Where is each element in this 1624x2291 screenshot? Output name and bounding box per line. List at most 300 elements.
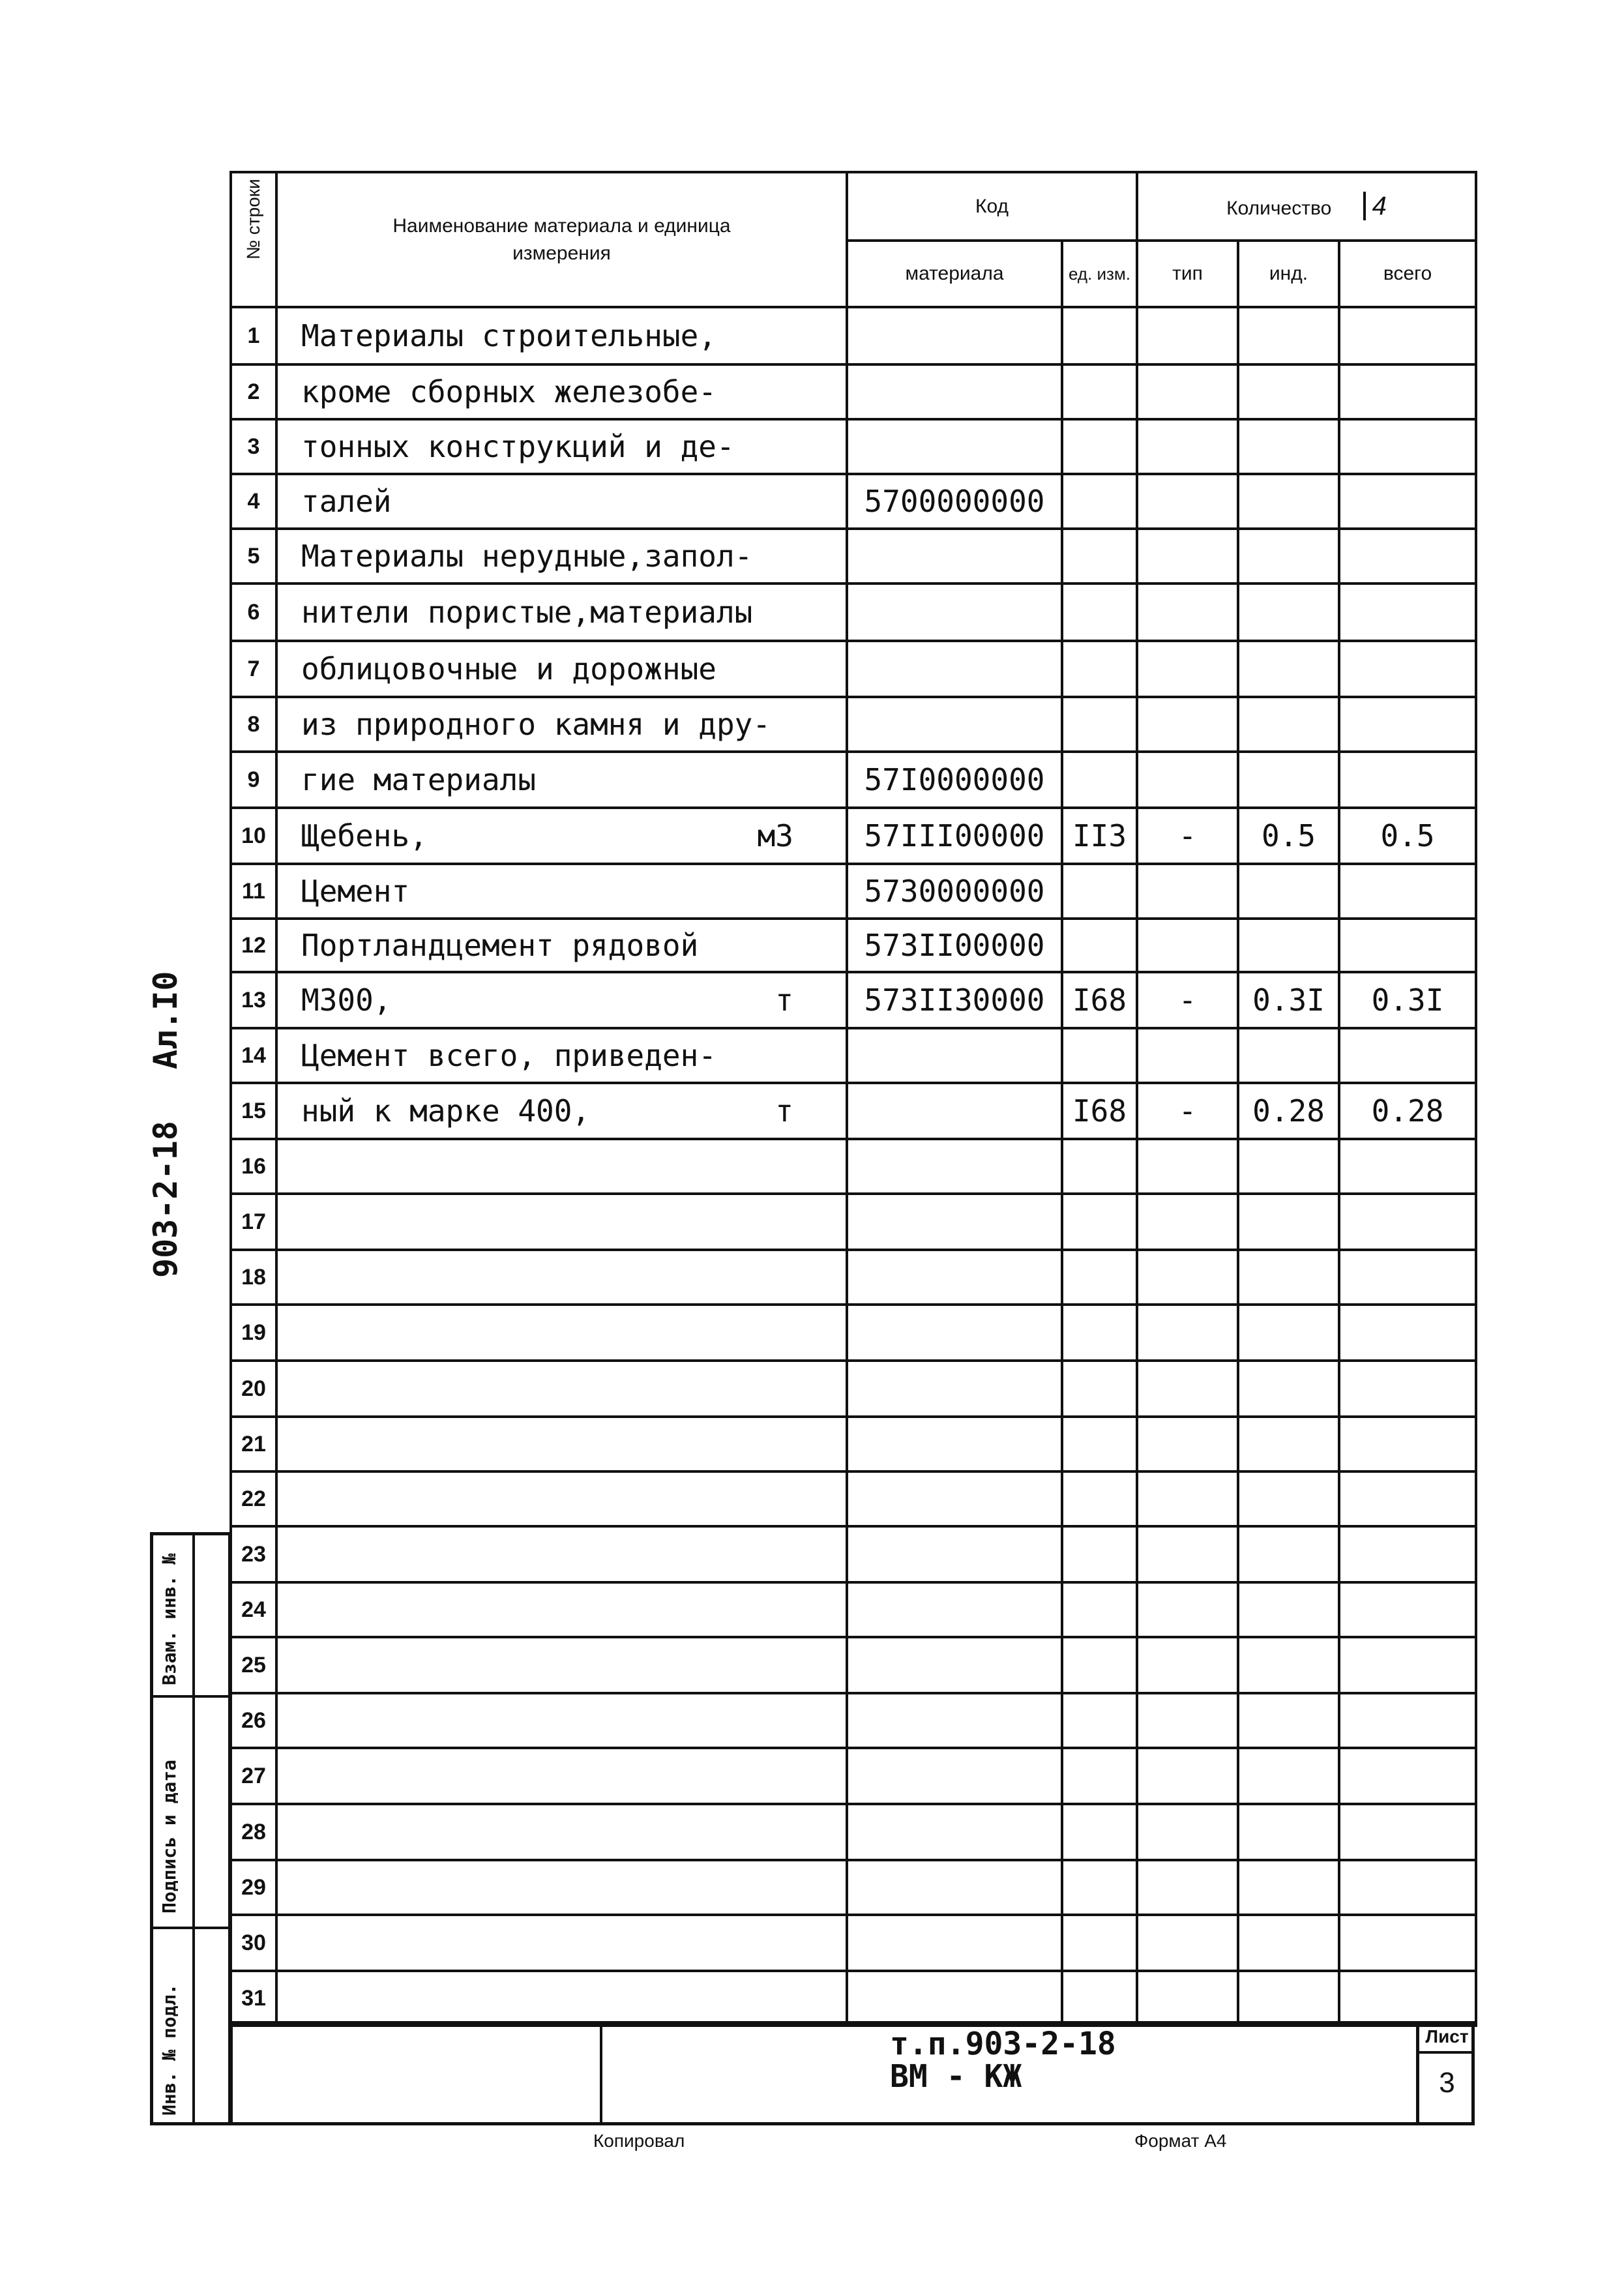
qty-type — [1137, 584, 1238, 641]
unit-code — [1062, 1139, 1137, 1194]
material-name — [276, 1305, 847, 1361]
material-code — [847, 697, 1062, 752]
unit-code — [1062, 1250, 1137, 1305]
table-row — [231, 1971, 1476, 2026]
table-row — [231, 1194, 1476, 1250]
row-number-text: 10 — [241, 823, 266, 848]
qty-type — [1137, 641, 1238, 697]
material-name — [276, 1971, 847, 2026]
qty-ind — [1238, 919, 1339, 972]
table-row — [231, 307, 1476, 364]
qty-total — [1339, 364, 1476, 419]
material-code — [847, 419, 1062, 474]
material-name — [276, 1860, 847, 1915]
material-code — [847, 1693, 1062, 1748]
material-code-text: 57I0000000 — [864, 762, 1045, 797]
header-qty-total: всего — [1339, 241, 1476, 307]
row-number — [231, 1526, 276, 1582]
row-number-text: 27 — [241, 1763, 266, 1788]
row-number — [231, 1139, 276, 1194]
qty-ind — [1238, 972, 1339, 1028]
row-number — [231, 697, 276, 752]
row-number-text: 26 — [241, 1707, 266, 1733]
qty-ind — [1238, 1361, 1339, 1417]
qty-ind-text: 0.5 — [1261, 818, 1316, 853]
material-code — [847, 1526, 1062, 1582]
material-name — [276, 919, 847, 972]
material-name — [276, 972, 847, 1028]
qty-type — [1137, 1028, 1238, 1083]
material-name-text: ный к марке 400, — [301, 1093, 591, 1129]
table-row — [231, 1915, 1476, 1971]
material-code — [847, 752, 1062, 808]
material-code — [847, 1915, 1062, 1971]
table-row — [231, 697, 1476, 752]
sign-date-label: Подпись и дата — [158, 1759, 180, 1914]
inv-replace-label: Взам. инв. № — [158, 1553, 180, 1685]
unit-code — [1062, 1804, 1137, 1860]
unit-code — [1062, 1526, 1137, 1582]
qty-ind — [1238, 1194, 1339, 1250]
qty-type-text: - — [1178, 818, 1197, 853]
qty-type — [1137, 1417, 1238, 1471]
row-number — [231, 972, 276, 1028]
material-name — [276, 1139, 847, 1194]
row-number-text: 24 — [241, 1597, 266, 1622]
unit-code — [1062, 641, 1137, 697]
row-number — [231, 752, 276, 808]
material-name — [276, 864, 847, 919]
qty-ind — [1238, 697, 1339, 752]
table-row — [231, 419, 1476, 474]
row-number-text: 31 — [241, 1985, 266, 2011]
material-name — [276, 1417, 847, 1471]
table-row — [231, 1693, 1476, 1748]
qty-total — [1339, 1526, 1476, 1582]
qty-ind — [1238, 364, 1339, 419]
unit-code — [1062, 808, 1137, 864]
table-row — [231, 584, 1476, 641]
unit-code — [1062, 1194, 1137, 1250]
qty-total-text: 0.5 — [1380, 818, 1435, 853]
qty-total — [1339, 529, 1476, 584]
row-number — [231, 1305, 276, 1361]
unit-code — [1062, 584, 1137, 641]
row-number — [231, 1971, 276, 2026]
qty-ind — [1238, 529, 1339, 584]
material-code — [847, 1417, 1062, 1471]
header-qty-type: тип — [1137, 241, 1238, 307]
footer-copied: Копировал — [593, 2131, 685, 2151]
page-mark: 4 — [1363, 192, 1387, 220]
qty-total — [1339, 641, 1476, 697]
material-code — [847, 1194, 1062, 1250]
qty-ind — [1238, 1804, 1339, 1860]
material-name-text: Материалы нерудные,запол- — [301, 539, 753, 574]
table-row — [231, 1860, 1476, 1915]
material-code — [847, 1361, 1062, 1417]
project-code-label: 903-2-18 — [147, 1121, 185, 1278]
qty-ind-text: 0.28 — [1252, 1093, 1325, 1129]
row-number-text: 5 — [247, 543, 260, 569]
table-row — [231, 808, 1476, 864]
material-code — [847, 584, 1062, 641]
material-name — [276, 419, 847, 474]
qty-type — [1137, 1971, 1238, 2026]
qty-total — [1339, 419, 1476, 474]
material-code — [847, 1860, 1062, 1915]
row-number-text: 28 — [241, 1819, 266, 1844]
table-row — [231, 1471, 1476, 1526]
unit-code — [1062, 697, 1137, 752]
table-row — [231, 1028, 1476, 1083]
row-number-text: 4 — [247, 488, 260, 514]
qty-total — [1339, 1028, 1476, 1083]
qty-type — [1137, 1693, 1238, 1748]
measure-unit: м3 — [757, 818, 793, 853]
material-name-text: тонных конструкций и де- — [301, 429, 735, 464]
material-name — [276, 808, 847, 864]
qty-total — [1339, 1083, 1476, 1139]
row-number — [231, 1471, 276, 1526]
row-number-text: 13 — [241, 987, 266, 1012]
material-name — [276, 529, 847, 584]
measure-unit: т — [775, 983, 793, 1018]
row-number-text: 6 — [247, 599, 260, 625]
material-name-text: из природного камня и дру- — [301, 707, 771, 742]
row-number — [231, 1582, 276, 1637]
table-row — [231, 1748, 1476, 1804]
table-row — [231, 1305, 1476, 1361]
row-number — [231, 1417, 276, 1471]
header-code-unit: ед. изм. — [1062, 241, 1137, 307]
row-number-text: 8 — [247, 711, 260, 737]
material-code — [847, 864, 1062, 919]
material-code — [847, 1139, 1062, 1194]
footer-format: Формат А4 — [1134, 2131, 1227, 2151]
unit-code — [1062, 1028, 1137, 1083]
header-rownum-text: № строки — [243, 178, 263, 259]
header-qty-ind: инд. — [1238, 241, 1339, 307]
unit-code — [1062, 1361, 1137, 1417]
material-code — [847, 529, 1062, 584]
qty-ind — [1238, 752, 1339, 808]
row-number — [231, 1804, 276, 1860]
row-number-text: 11 — [242, 878, 265, 904]
material-name — [276, 1582, 847, 1637]
row-number — [231, 474, 276, 529]
table-row — [231, 641, 1476, 697]
unit-code — [1062, 474, 1137, 529]
qty-type — [1137, 1804, 1238, 1860]
table-row — [231, 1361, 1476, 1417]
unit-code — [1062, 307, 1137, 364]
qty-type — [1137, 1471, 1238, 1526]
row-number — [231, 1693, 276, 1748]
qty-total — [1339, 1305, 1476, 1361]
material-code — [847, 808, 1062, 864]
qty-ind — [1238, 584, 1339, 641]
qty-total-text: 0.28 — [1371, 1093, 1444, 1129]
qty-ind — [1238, 808, 1339, 864]
row-number — [231, 641, 276, 697]
unit-code-text: II3 — [1072, 818, 1127, 853]
table-row — [231, 1250, 1476, 1305]
material-name — [276, 1748, 847, 1804]
material-code — [847, 1971, 1062, 2026]
qty-ind — [1238, 1860, 1339, 1915]
qty-ind — [1238, 307, 1339, 364]
qty-total-text: 0.3I — [1371, 983, 1444, 1018]
unit-code — [1062, 972, 1137, 1028]
row-number-text: 19 — [241, 1320, 266, 1345]
row-number — [231, 364, 276, 419]
qty-ind — [1238, 474, 1339, 529]
table-row — [231, 1582, 1476, 1637]
qty-ind — [1238, 1028, 1339, 1083]
qty-type — [1137, 1083, 1238, 1139]
row-number-text: 14 — [241, 1042, 266, 1068]
qty-type — [1137, 808, 1238, 864]
row-number-text: 22 — [241, 1486, 266, 1511]
material-name-text: Щебень, — [301, 818, 428, 853]
unit-code — [1062, 1637, 1137, 1693]
unit-code-text: I68 — [1072, 1093, 1127, 1129]
qty-type — [1137, 1250, 1238, 1305]
row-number — [231, 529, 276, 584]
qty-type — [1137, 1582, 1238, 1637]
header-code: Код — [847, 172, 1137, 241]
qty-type — [1137, 1637, 1238, 1693]
material-code — [847, 1028, 1062, 1083]
qty-total — [1339, 307, 1476, 364]
table-row — [231, 864, 1476, 919]
row-number-text: 17 — [241, 1209, 266, 1234]
material-name — [276, 1083, 847, 1139]
qty-ind — [1238, 1083, 1339, 1139]
qty-type — [1137, 419, 1238, 474]
table-row — [231, 972, 1476, 1028]
qty-total — [1339, 1582, 1476, 1637]
material-code-text: 5700000000 — [864, 484, 1045, 519]
qty-ind — [1238, 864, 1339, 919]
unit-code — [1062, 529, 1137, 584]
qty-type — [1137, 1305, 1238, 1361]
row-number — [231, 419, 276, 474]
sheet-number: 3 — [1439, 2067, 1455, 2099]
material-name — [276, 1693, 847, 1748]
qty-total — [1339, 1637, 1476, 1693]
qty-ind — [1238, 1915, 1339, 1971]
row-number — [231, 1083, 276, 1139]
material-code-text: 573II00000 — [864, 928, 1045, 963]
unit-code — [1062, 1471, 1137, 1526]
qty-total — [1339, 697, 1476, 752]
doc-code-line2: ВМ - КЖ — [890, 2058, 1022, 2095]
qty-type — [1137, 1915, 1238, 1971]
qty-total — [1339, 1139, 1476, 1194]
row-number — [231, 307, 276, 364]
qty-type — [1137, 1526, 1238, 1582]
row-number — [231, 1194, 276, 1250]
qty-ind — [1238, 1526, 1339, 1582]
doc-code — [890, 2028, 1116, 2093]
qty-total — [1339, 1748, 1476, 1804]
material-name-text: нители пористые,материалы — [301, 595, 753, 630]
table-row — [231, 474, 1476, 529]
material-name-text: талей — [301, 484, 392, 519]
qty-type — [1137, 919, 1238, 972]
qty-type — [1137, 864, 1238, 919]
row-number-text: 2 — [247, 379, 260, 404]
qty-ind — [1238, 1693, 1339, 1748]
row-number-text: 12 — [241, 932, 266, 958]
row-number — [231, 1028, 276, 1083]
row-number — [231, 919, 276, 972]
table-row — [231, 1139, 1476, 1194]
doc-code-line1: т.п.903-2-18 — [890, 2026, 1116, 2062]
qty-ind — [1238, 1971, 1339, 2026]
unit-code — [1062, 1305, 1137, 1361]
row-number-text: 25 — [241, 1652, 266, 1678]
table-row — [231, 1417, 1476, 1471]
left-stamp — [150, 1532, 231, 2125]
qty-ind — [1238, 1250, 1339, 1305]
material-code — [847, 1250, 1062, 1305]
material-name-text: М300, — [301, 983, 392, 1018]
qty-type-text: - — [1178, 983, 1197, 1018]
qty-type — [1137, 752, 1238, 808]
qty-type — [1137, 1361, 1238, 1417]
qty-type-text: - — [1178, 1093, 1197, 1129]
inv-orig-label: Инв. № подл. — [158, 1983, 180, 2116]
row-number — [231, 1915, 276, 1971]
qty-total — [1339, 1804, 1476, 1860]
qty-total — [1339, 1860, 1476, 1915]
table-row — [231, 919, 1476, 972]
material-code — [847, 1471, 1062, 1526]
qty-total — [1339, 1194, 1476, 1250]
qty-total — [1339, 864, 1476, 919]
qty-type — [1137, 364, 1238, 419]
qty-total — [1339, 1693, 1476, 1748]
header-rownum — [231, 172, 276, 307]
header-name: Наименование материала и единица измерения — [276, 172, 847, 307]
material-code — [847, 1748, 1062, 1804]
header-qty-text: Количество — [1226, 198, 1332, 219]
materials-table — [229, 171, 1477, 2027]
qty-total — [1339, 808, 1476, 864]
row-number-text: 9 — [247, 767, 260, 792]
qty-total — [1339, 919, 1476, 972]
album-label: Ал.I0 — [147, 971, 185, 1069]
unit-code — [1062, 919, 1137, 972]
qty-total — [1339, 1971, 1476, 2026]
qty-ind — [1238, 1471, 1339, 1526]
material-code — [847, 307, 1062, 364]
qty-ind — [1238, 1582, 1339, 1637]
table-row — [231, 1526, 1476, 1582]
qty-type — [1137, 1139, 1238, 1194]
row-number — [231, 1361, 276, 1417]
material-name-text: Портландцемент рядовой — [301, 928, 699, 963]
unit-code — [1062, 752, 1137, 808]
material-code — [847, 1804, 1062, 1860]
table-row — [231, 1083, 1476, 1139]
table-row — [231, 529, 1476, 584]
row-number — [231, 1860, 276, 1915]
material-code — [847, 641, 1062, 697]
row-number-text: 18 — [241, 1264, 266, 1290]
material-name — [276, 1637, 847, 1693]
sheet-label: Лист — [1419, 2026, 1475, 2054]
material-name-text: Материалы строительные, — [301, 318, 716, 353]
measure-unit: т — [775, 1093, 793, 1129]
sheet-box — [1416, 2021, 1475, 2125]
qty-ind — [1238, 1139, 1339, 1194]
material-name — [276, 1804, 847, 1860]
qty-total — [1339, 1417, 1476, 1471]
material-code-text: 573II30000 — [864, 983, 1045, 1018]
material-code-text: 5730000000 — [864, 874, 1045, 909]
header-qty — [1137, 172, 1476, 241]
row-number — [231, 808, 276, 864]
unit-code — [1062, 1748, 1137, 1804]
qty-type — [1137, 529, 1238, 584]
unit-code — [1062, 1693, 1137, 1748]
qty-type — [1137, 697, 1238, 752]
material-code — [847, 1305, 1062, 1361]
unit-code — [1062, 1083, 1137, 1139]
row-number-text: 3 — [247, 434, 260, 459]
qty-ind-text: 0.3I — [1252, 983, 1325, 1018]
table-row — [231, 1804, 1476, 1860]
unit-code — [1062, 419, 1137, 474]
row-number-text: 29 — [241, 1874, 266, 1900]
header-code-material: материала — [847, 241, 1062, 307]
unit-code — [1062, 1582, 1137, 1637]
unit-code-text: I68 — [1072, 983, 1127, 1018]
unit-code — [1062, 1860, 1137, 1915]
row-number-text: 15 — [241, 1098, 266, 1123]
qty-type — [1137, 474, 1238, 529]
material-code — [847, 474, 1062, 529]
qty-type — [1137, 1194, 1238, 1250]
unit-code — [1062, 1915, 1137, 1971]
qty-type — [1137, 1748, 1238, 1804]
qty-total — [1339, 1915, 1476, 1971]
material-name — [276, 1915, 847, 1971]
qty-total — [1339, 972, 1476, 1028]
material-name — [276, 1471, 847, 1526]
material-name-text: Цемент — [301, 874, 410, 909]
table-row — [231, 1637, 1476, 1693]
unit-code — [1062, 1417, 1137, 1471]
row-number-text: 30 — [241, 1930, 266, 1955]
material-name — [276, 474, 847, 529]
material-name — [276, 641, 847, 697]
row-number-text: 23 — [241, 1541, 266, 1567]
row-number — [231, 864, 276, 919]
material-name-text: гие материалы — [301, 762, 537, 797]
row-number-text: 21 — [241, 1431, 266, 1456]
material-name — [276, 1194, 847, 1250]
material-code — [847, 1083, 1062, 1139]
qty-total — [1339, 584, 1476, 641]
material-code — [847, 1582, 1062, 1637]
qty-total — [1339, 474, 1476, 529]
material-name — [276, 752, 847, 808]
